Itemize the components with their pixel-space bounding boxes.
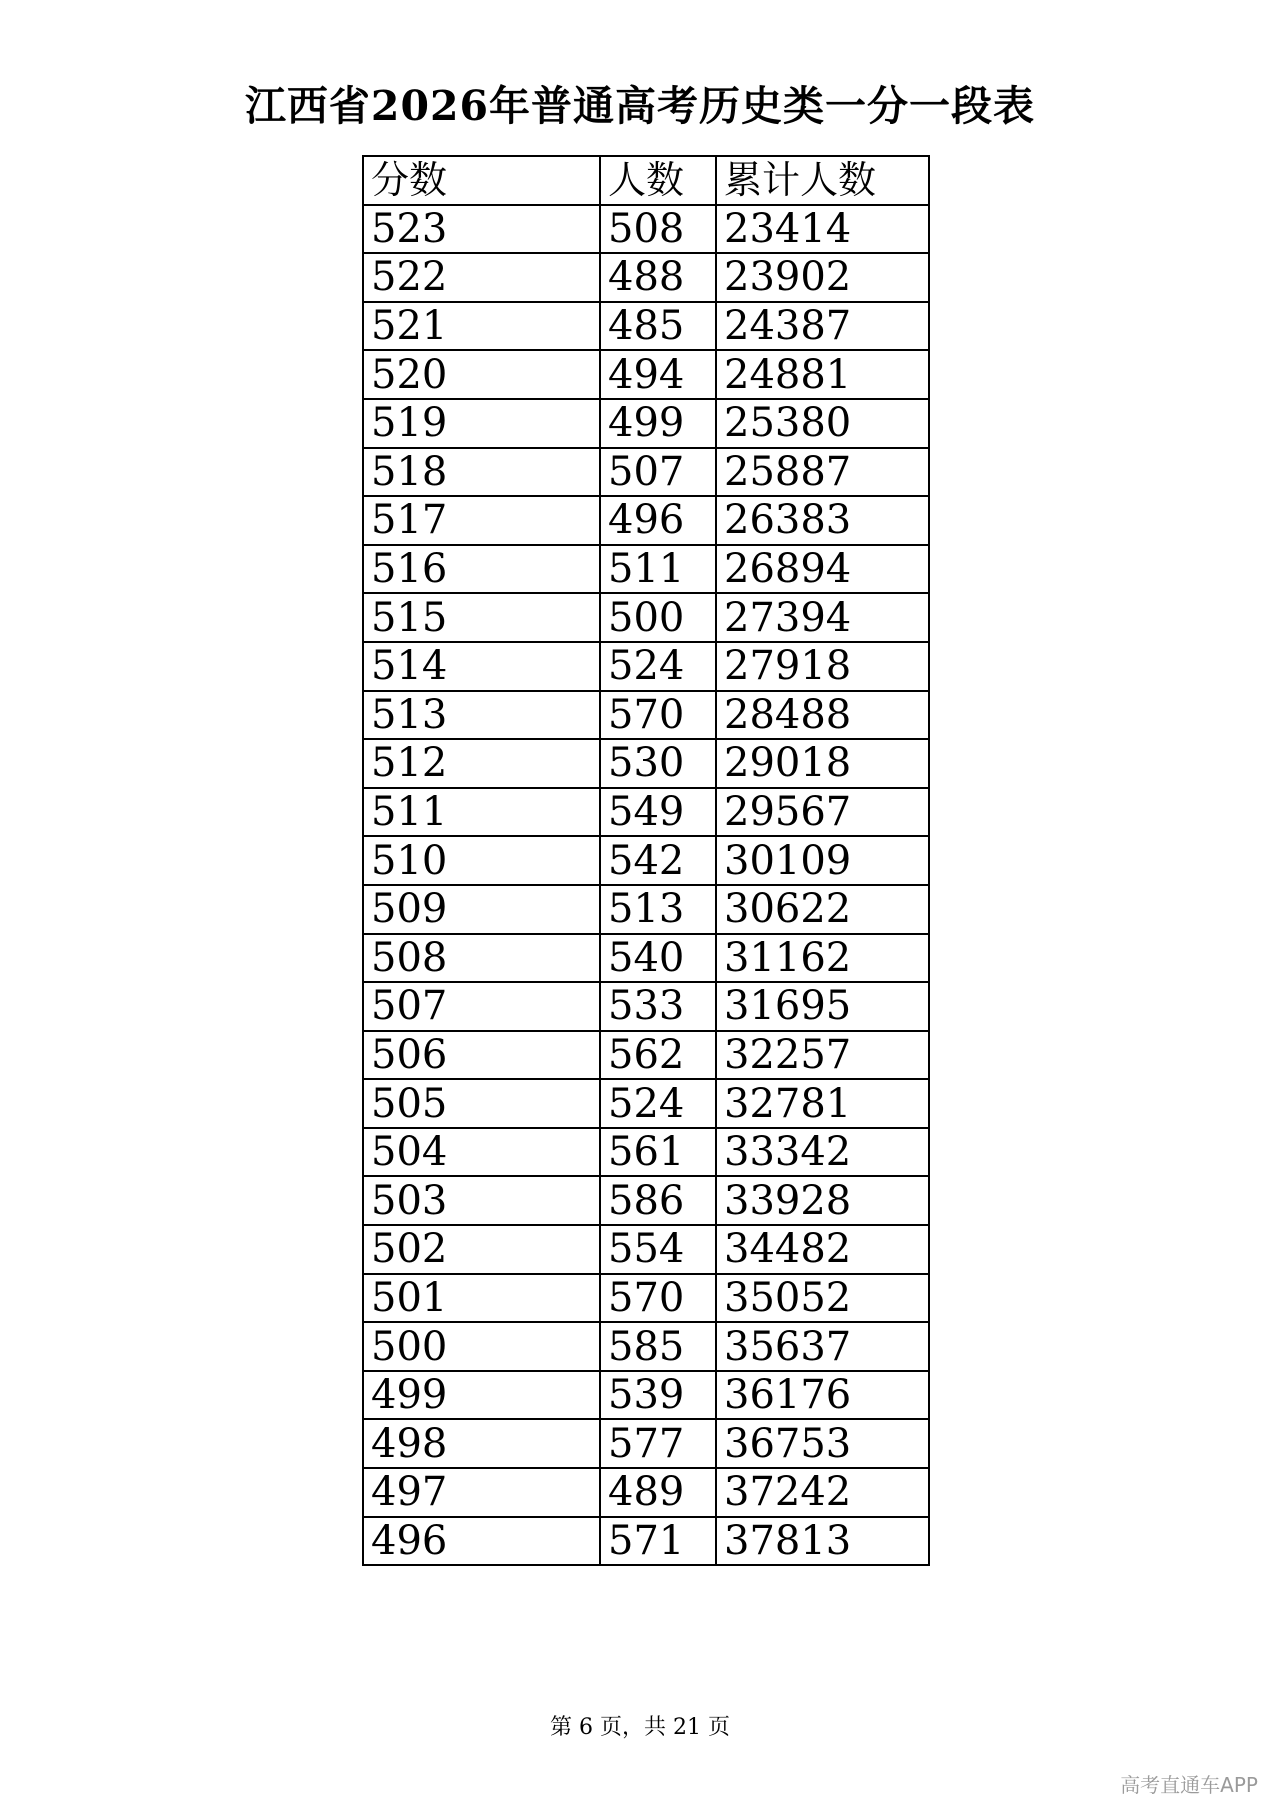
cell-count: 586 bbox=[600, 1176, 716, 1225]
table-row bbox=[363, 1322, 929, 1371]
table-row bbox=[363, 1176, 929, 1225]
cell-count: 524 bbox=[600, 642, 716, 691]
cell-cumulative-count: 36176 bbox=[716, 1371, 929, 1420]
cell-cumulative-count: 32257 bbox=[716, 1031, 929, 1080]
cell-score: 515 bbox=[363, 593, 600, 642]
cell-count: 500 bbox=[600, 593, 716, 642]
page-number: 第 6 页，共 21 页 bbox=[550, 1715, 730, 1740]
cell-count: 542 bbox=[600, 836, 716, 885]
header-cumulative-count: 累计人数 bbox=[716, 156, 929, 205]
cell-cumulative-count: 37813 bbox=[716, 1517, 929, 1566]
table-row bbox=[363, 788, 929, 837]
table-row bbox=[363, 885, 929, 934]
cell-cumulative-count: 34482 bbox=[716, 1225, 929, 1274]
cell-score: 509 bbox=[363, 885, 600, 934]
cell-score: 499 bbox=[363, 1371, 600, 1420]
cell-cumulative-count: 30109 bbox=[716, 836, 929, 885]
table-row bbox=[363, 448, 929, 497]
cell-score: 500 bbox=[363, 1322, 600, 1371]
table-header-row bbox=[363, 156, 929, 205]
table-row bbox=[363, 836, 929, 885]
cell-score: 502 bbox=[363, 1225, 600, 1274]
table-row bbox=[363, 1419, 929, 1468]
table-row bbox=[363, 1079, 929, 1128]
cell-cumulative-count: 30622 bbox=[716, 885, 929, 934]
cell-cumulative-count: 33928 bbox=[716, 1176, 929, 1225]
cell-cumulative-count: 31695 bbox=[716, 982, 929, 1031]
table-row bbox=[363, 350, 929, 399]
cell-cumulative-count: 31162 bbox=[716, 934, 929, 983]
cell-count: 539 bbox=[600, 1371, 716, 1420]
cell-score: 522 bbox=[363, 253, 600, 302]
table-row bbox=[363, 982, 929, 1031]
cell-count: 577 bbox=[600, 1419, 716, 1468]
table-row bbox=[363, 934, 929, 983]
table-row bbox=[363, 1371, 929, 1420]
cell-count: 533 bbox=[600, 982, 716, 1031]
table-row bbox=[363, 1128, 929, 1177]
cell-cumulative-count: 26383 bbox=[716, 496, 929, 545]
cell-count: 489 bbox=[600, 1468, 716, 1517]
cell-cumulative-count: 27394 bbox=[716, 593, 929, 642]
table-row bbox=[363, 1468, 929, 1517]
cell-count: 513 bbox=[600, 885, 716, 934]
cell-count: 485 bbox=[600, 302, 716, 351]
cell-cumulative-count: 35637 bbox=[716, 1322, 929, 1371]
table-row bbox=[363, 302, 929, 351]
table-row bbox=[363, 593, 929, 642]
cell-count: 570 bbox=[600, 1274, 716, 1323]
cell-cumulative-count: 26894 bbox=[716, 545, 929, 594]
table-row bbox=[363, 1225, 929, 1274]
cell-cumulative-count: 32781 bbox=[716, 1079, 929, 1128]
table-header bbox=[363, 156, 929, 205]
table-row bbox=[363, 1031, 929, 1080]
cell-score: 511 bbox=[363, 788, 600, 837]
cell-score: 507 bbox=[363, 982, 600, 1031]
table-row bbox=[363, 496, 929, 545]
header-score: 分数 bbox=[363, 156, 600, 205]
cell-score: 513 bbox=[363, 691, 600, 740]
table-row bbox=[363, 253, 929, 302]
cell-cumulative-count: 37242 bbox=[716, 1468, 929, 1517]
cell-score: 496 bbox=[363, 1517, 600, 1566]
cell-count: 530 bbox=[600, 739, 716, 788]
cell-count: 496 bbox=[600, 496, 716, 545]
cell-count: 499 bbox=[600, 399, 716, 448]
cell-count: 585 bbox=[600, 1322, 716, 1371]
table-row bbox=[363, 691, 929, 740]
table-row bbox=[363, 739, 929, 788]
table-row bbox=[363, 545, 929, 594]
cell-cumulative-count: 27918 bbox=[716, 642, 929, 691]
cell-cumulative-count: 33342 bbox=[716, 1128, 929, 1177]
cell-score: 514 bbox=[363, 642, 600, 691]
cell-score: 516 bbox=[363, 545, 600, 594]
cell-score: 505 bbox=[363, 1079, 600, 1128]
cell-count: 571 bbox=[600, 1517, 716, 1566]
cell-count: 488 bbox=[600, 253, 716, 302]
cell-cumulative-count: 23902 bbox=[716, 253, 929, 302]
cell-cumulative-count: 25380 bbox=[716, 399, 929, 448]
table-body bbox=[363, 205, 929, 1566]
cell-score: 517 bbox=[363, 496, 600, 545]
cell-score: 497 bbox=[363, 1468, 600, 1517]
cell-count: 508 bbox=[600, 205, 716, 254]
cell-cumulative-count: 25887 bbox=[716, 448, 929, 497]
table-row bbox=[363, 642, 929, 691]
page-title: 江西省2026年普通高考历史类一分一段表 bbox=[244, 82, 1036, 130]
score-distribution-table bbox=[362, 155, 930, 1566]
cell-score: 501 bbox=[363, 1274, 600, 1323]
cell-score: 521 bbox=[363, 302, 600, 351]
cell-cumulative-count: 35052 bbox=[716, 1274, 929, 1323]
table-row bbox=[363, 399, 929, 448]
cell-count: 570 bbox=[600, 691, 716, 740]
cell-cumulative-count: 24881 bbox=[716, 350, 929, 399]
table-row bbox=[363, 205, 929, 254]
cell-score: 504 bbox=[363, 1128, 600, 1177]
cell-score: 512 bbox=[363, 739, 600, 788]
cell-count: 562 bbox=[600, 1031, 716, 1080]
cell-count: 524 bbox=[600, 1079, 716, 1128]
cell-score: 498 bbox=[363, 1419, 600, 1468]
table-row bbox=[363, 1517, 929, 1566]
cell-score: 523 bbox=[363, 205, 600, 254]
cell-cumulative-count: 29567 bbox=[716, 788, 929, 837]
cell-count: 561 bbox=[600, 1128, 716, 1177]
cell-count: 549 bbox=[600, 788, 716, 837]
cell-cumulative-count: 36753 bbox=[716, 1419, 929, 1468]
cell-cumulative-count: 28488 bbox=[716, 691, 929, 740]
cell-score: 510 bbox=[363, 836, 600, 885]
cell-score: 508 bbox=[363, 934, 600, 983]
header-count: 人数 bbox=[600, 156, 716, 205]
app-watermark: 高考直通车APP bbox=[1120, 1773, 1258, 1797]
cell-score: 503 bbox=[363, 1176, 600, 1225]
cell-count: 507 bbox=[600, 448, 716, 497]
cell-score: 506 bbox=[363, 1031, 600, 1080]
cell-cumulative-count: 29018 bbox=[716, 739, 929, 788]
cell-count: 554 bbox=[600, 1225, 716, 1274]
cell-score: 520 bbox=[363, 350, 600, 399]
cell-count: 511 bbox=[600, 545, 716, 594]
cell-count: 494 bbox=[600, 350, 716, 399]
cell-score: 518 bbox=[363, 448, 600, 497]
cell-count: 540 bbox=[600, 934, 716, 983]
cell-cumulative-count: 23414 bbox=[716, 205, 929, 254]
cell-cumulative-count: 24387 bbox=[716, 302, 929, 351]
table-row bbox=[363, 1274, 929, 1323]
cell-score: 519 bbox=[363, 399, 600, 448]
